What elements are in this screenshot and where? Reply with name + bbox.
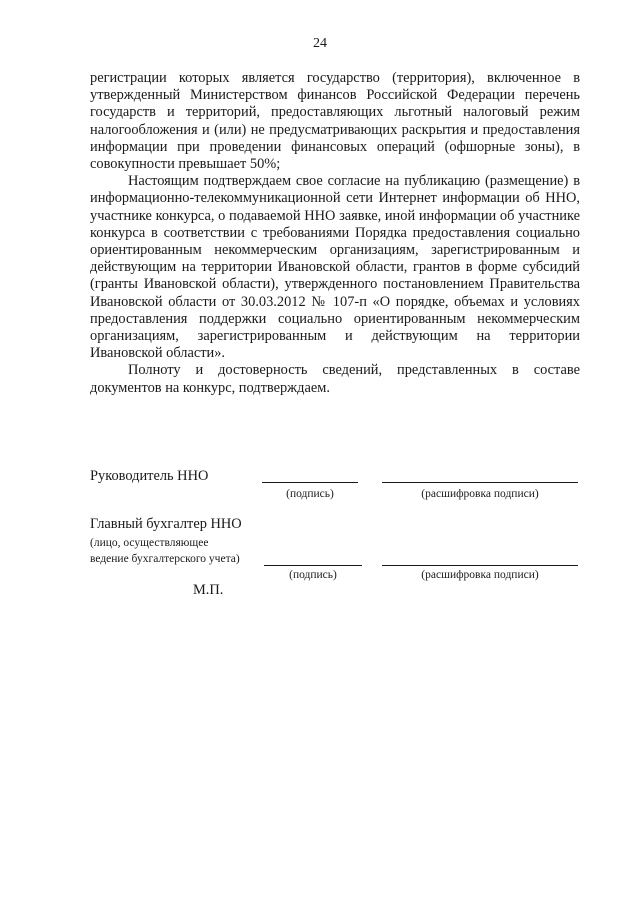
accountant-decode-line: [382, 565, 578, 566]
accountant-signature-line: [264, 565, 362, 566]
stamp-label: М.П.: [193, 582, 224, 598]
page-number: 24: [313, 36, 327, 51]
paragraph-consent: Настоящим подтверждаем свое согласие на публикацию (размещение) в информационно-телекоммуникационной сети Интернет информации об ННО, участнике конкурса, о подаваемой ННО заявке, иной информации об участнике конкурса в соответствии с требованиями Порядка предоставления социально ориентированным некоммерческим организациям, зарегистрированным и действующим на территории Ивановской области, грантов в форме субсидий (гранты Ивановской области), утвержденного постановлением Правительства Ивановской области от 30.03.2012 № 107-п «О порядке, объемах и условиях предоставления поддержки социально ориентированным некоммерческим организациям, зарегистрированным и действующим на территории Ивановской области».: [90, 173, 580, 362]
accountant-note-1: (лицо, осуществляющее: [90, 537, 209, 549]
head-decode-line: [382, 482, 578, 483]
accountant-decode-caption: (расшифровка подписи): [421, 569, 539, 581]
head-decode-caption: (расшифровка подписи): [421, 488, 539, 500]
head-label: Руководитель ННО: [90, 468, 209, 484]
paragraph-confirmation: Полноту и достоверность сведений, представленных в составе документов на конкурс, подтверждаем.: [90, 362, 580, 396]
accountant-note-2: ведение бухгалтерского учета): [90, 553, 240, 565]
paragraph-offshore: регистрации которых является государство (территория), включенное в утвержденный Министерством финансов Российской Федерации перечень государств и территорий, предоставляющих льготный налоговый режим налогообложения и (или) не предусматривающих раскрытия и предоставления информации при проведении финансовых операций (офшорные зоны), в совокупности превышает 50%;: [90, 70, 580, 173]
head-signature-line: [262, 482, 358, 483]
head-sign-caption: (подпись): [286, 488, 334, 500]
accountant-sign-caption: (подпись): [289, 569, 337, 581]
document-body: [90, 70, 580, 397]
accountant-label: Главный бухгалтер ННО: [90, 516, 242, 532]
